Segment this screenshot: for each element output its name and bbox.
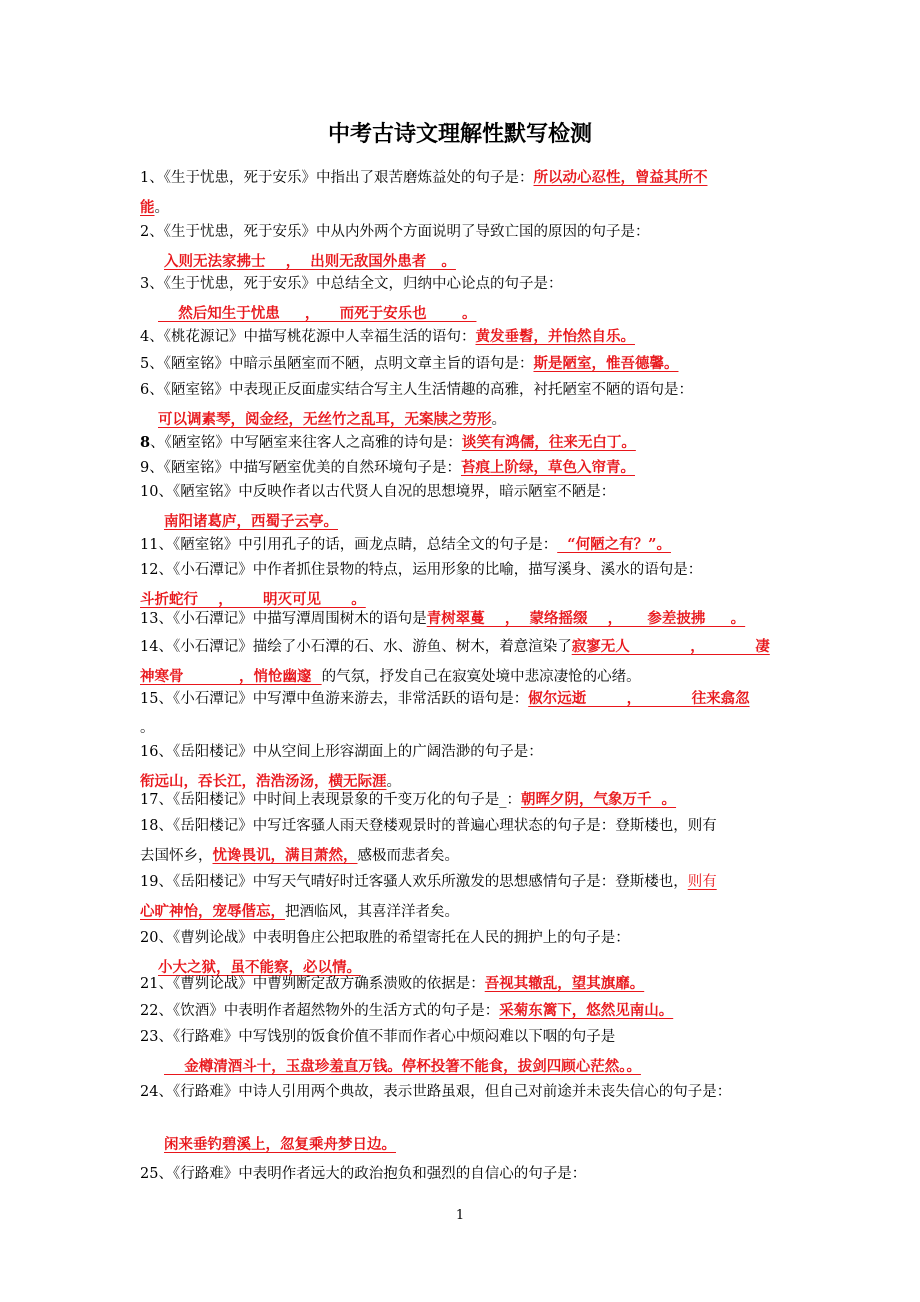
- page-title: 中考古诗文理解性默写检测: [327, 122, 592, 147]
- answer-continued: 神寒骨 ，悄怆幽邃: [140, 668, 322, 685]
- question-text: 20、《曹刿论战》中表明鲁庄公把取胜的希望寄托在人民的拥护上的句子是：: [140, 930, 630, 946]
- answer: 衔远山，吞长江，浩浩汤汤，: [140, 773, 329, 790]
- answer-start: 则有: [687, 874, 717, 890]
- question-14: [140, 632, 790, 692]
- question-text: 10、《陋室铭》中反映作者以古代贤人自况的思想境界，暗示陋室不陋是：: [140, 484, 616, 500]
- answer: 苔痕上阶绿，草色入帘青。: [460, 459, 635, 476]
- question-25: [140, 1160, 790, 1189]
- question-text: 12、《小石潭记》中作者抓住景物的特点，运用形象的比喻，描写溪身、溪水的语句是：: [140, 562, 703, 578]
- question-text-continued: 的气氛，抒发自己在寂寞处境中悲凉凄怆的心绪。: [321, 669, 641, 685]
- question-15: [140, 684, 790, 743]
- question-text: 19、《岳阳楼记》中写天气晴好时迁客骚人欢乐所激发的思想感情句子是：登斯楼也，: [140, 874, 688, 890]
- answer: 朝晖夕阴，气象万千 。: [520, 791, 677, 808]
- question-10: [140, 478, 790, 537]
- answer: 寂寥无人 ， 凄: [571, 638, 770, 655]
- question-text: 16、《岳阳楼记》中从空间上形容湖面上的广阔浩渺的句子是：: [140, 744, 543, 760]
- question-number: 8: [140, 434, 151, 451]
- punctuation: 。: [154, 200, 169, 216]
- question-text: 25、《行路难》中表明作者远大的政治抱负和强烈的自信心的句子是：: [140, 1166, 587, 1182]
- answer: 然后知生于忧患 ， 而死于安乐也 。: [158, 305, 477, 322]
- question-text: 23、《行路难》中写饯别的饭食价值不菲而作者心中烦闷难以下咽的句子是: [140, 1029, 616, 1045]
- answer: 吾视其辙乱，望其旗靡。: [484, 975, 645, 992]
- answer: 金樽清酒斗十，玉盘珍羞直万钱。停杯投箸不能食，拔剑四顾心茫然。。: [164, 1058, 641, 1075]
- answer: 忧谗畏讥，满目萧然，: [212, 847, 358, 864]
- question-text: 22、《饮酒》中表明作者超然物外的生活方式的句子是：: [140, 1003, 500, 1019]
- answer: 所以动心忍性，曾益其所不: [533, 169, 708, 186]
- question-17: [140, 785, 790, 815]
- question-text: 24、《行路难》中诗人引用两个典故，表示世路虽艰，但自己对前途并未丧失信心的句子是：: [140, 1084, 732, 1100]
- answer: 黄发垂髫，并怡然自乐。: [475, 328, 635, 345]
- question-6: [140, 376, 790, 435]
- answer: 斯是陋室，惟吾德馨。: [533, 355, 679, 372]
- answer: 心旷神怡，宠辱偕忘，: [140, 903, 285, 920]
- page-number: 1: [455, 1208, 465, 1223]
- question-text: 、《陋室铭》中写陋室来往客人之高雅的诗句是：: [150, 435, 462, 451]
- answer: 小大之狱，虽不能察，必以情。: [158, 959, 361, 976]
- answer: 可以调素琴，阅金经，无丝竹之乱耳，无案牍之劳形: [158, 411, 492, 428]
- question-text: 1、《生于忧患，死于安乐》中指出了艰苦磨炼益处的句子是：: [140, 170, 534, 186]
- punctuation: 。: [491, 412, 506, 428]
- question-text: 18、《岳阳楼记》中写迁客骚人雨天登楼观景时的普遍心理状态的句子是：登斯楼也，则有: [140, 818, 717, 834]
- answer: 闲来垂钓碧溪上，忽复乘舟梦日边。: [164, 1136, 396, 1153]
- question-1: [140, 163, 790, 223]
- question-text: 14、《小石潭记》描绘了小石潭的石、水、游鱼、树木，着意渲染了: [140, 639, 572, 655]
- question-text: 9、《陋室铭》中描写陋室优美的自然环境句子是：: [140, 460, 461, 476]
- question-21: [140, 969, 790, 999]
- punctuation: 。: [140, 720, 155, 736]
- question-24-answer: [140, 1130, 814, 1160]
- answer: 青树翠蔓 ， 蒙络摇缀 ， 参差披拂 。: [426, 610, 746, 627]
- answer: 南阳诸葛庐，西蜀子云亭。: [164, 513, 338, 530]
- answer: 采菊东篱下，悠然见南山。: [499, 1002, 674, 1019]
- question-text: 13、《小石潭记》中描写潭周围树木的语句是: [140, 611, 427, 627]
- question-3: [140, 270, 790, 329]
- question-text: 4、《桃花源记》中描写桃花源中人幸福生活的语句：: [140, 329, 476, 345]
- answer: 谈笑有鸿儒，往来无白丁。: [461, 434, 636, 451]
- question-19: [140, 868, 790, 927]
- answer-underlined: 横无际涯: [328, 773, 387, 790]
- answer: 斗折蛇行 ， 明灭可见 。: [140, 591, 366, 608]
- question-text: 17、《岳阳楼记》中时间上表现景象的千变万化的句子是_：: [140, 792, 521, 808]
- punctuation: 。: [386, 774, 401, 790]
- question-text: 3、《生于忧患，死于安乐》中总结全文，归纳中心论点的句子是：: [140, 276, 563, 292]
- question-5: [140, 349, 790, 379]
- question-text-continued: 去国怀乡，: [140, 848, 213, 864]
- question-text: 11、《陋室铭》中引用孔子的话，画龙点睛，总结全文的句子是：: [140, 537, 558, 553]
- question-13: [140, 604, 790, 634]
- question-2: [140, 218, 790, 277]
- question-text-end: 把酒临风，其喜洋洋者矣。: [285, 904, 459, 920]
- question-18: [140, 812, 790, 871]
- question-22: [140, 996, 790, 1026]
- answer-continued: 能: [140, 199, 155, 216]
- question-text: 2、《生于忧患，死于安乐》中从内外两个方面说明了导致亡国的原因的句子是：: [140, 224, 650, 240]
- answer: 俶尔远逝 ， 往来翕忽: [528, 690, 750, 707]
- question-text-end: 感极而悲者矣。: [357, 848, 459, 864]
- question-4: [140, 322, 790, 352]
- question-text: 21、《曹刿论战》中曹刿断定敌方确系溃败的依据是：: [140, 976, 485, 992]
- question-text: 15、《小石潭记》中写潭中鱼游来游去，非常活跃的语句是：: [140, 691, 529, 707]
- answer: “何陋之有？”。: [557, 536, 671, 553]
- question-23: [140, 1023, 790, 1082]
- question-text: 6、《陋室铭》中表现正反面虚实结合写主人生活情趣的高雅，衬托陋室不陋的语句是：: [140, 382, 693, 398]
- question-24: [140, 1078, 790, 1107]
- question-text: 5、《陋室铭》中暗示虽陋室而不陋，点明文章主旨的语句是：: [140, 356, 534, 372]
- answer: 入则无法家拂士 ， 出则无敌国外患者 。: [164, 253, 456, 270]
